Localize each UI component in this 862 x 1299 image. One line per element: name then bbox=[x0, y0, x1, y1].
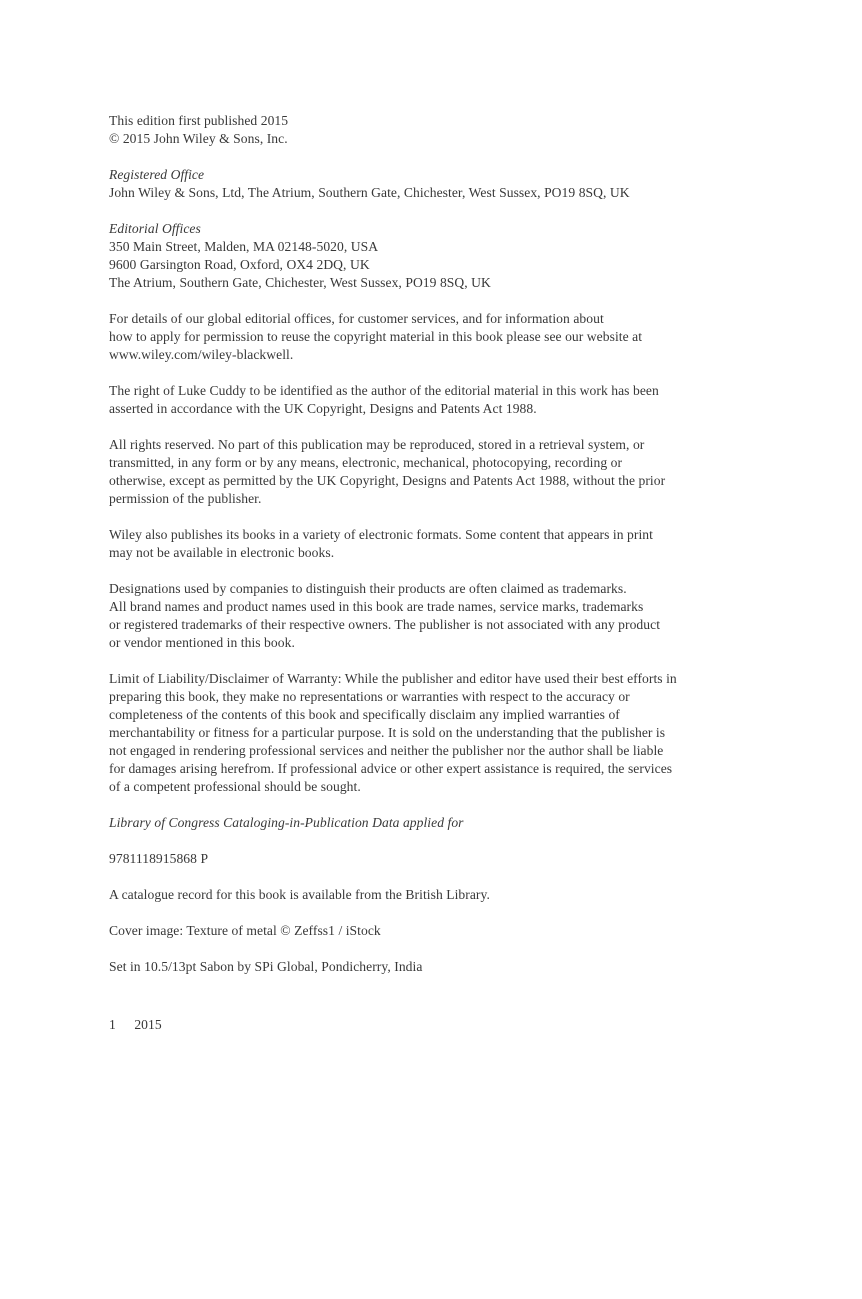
text-line: not engaged in rendering professional services and neither the publisher nor the author shall be liable bbox=[109, 743, 664, 758]
library-of-congress-text: Library of Congress Cataloging-in-Publication Data applied for bbox=[109, 815, 464, 830]
cover-credit-line bbox=[109, 922, 774, 940]
global-offices-note bbox=[109, 310, 774, 364]
library-of-congress-line bbox=[109, 814, 774, 832]
text-line: For details of our global editorial offices, for customer services, and for information about bbox=[109, 311, 604, 326]
trademarks-paragraph bbox=[109, 580, 774, 652]
impression-number: 1 bbox=[109, 1017, 116, 1032]
text-line: All brand names and product names used in this book are trade names, service marks, trademarks bbox=[109, 599, 644, 614]
text-line: Wiley also publishes its books in a variety of electronic formats. Some content that appears in print bbox=[109, 527, 653, 542]
british-library-line bbox=[109, 886, 774, 904]
text-line: completeness of the contents of this book and specifically disclaim any implied warranties of bbox=[109, 707, 620, 722]
british-library-text: A catalogue record for this book is available from the British Library. bbox=[109, 887, 490, 902]
text-line: or vendor mentioned in this book. bbox=[109, 635, 295, 650]
printing-impression-line bbox=[109, 1016, 774, 1034]
copyright-line: © 2015 John Wiley & Sons, Inc. bbox=[109, 131, 288, 146]
liability-disclaimer-paragraph bbox=[109, 670, 774, 796]
isbn-line bbox=[109, 850, 774, 868]
text-line: All rights reserved. No part of this publication may be reproduced, stored in a retrieval system, or bbox=[109, 437, 645, 452]
text-line: Designations used by companies to distinguish their products are often claimed as trademarks. bbox=[109, 581, 627, 596]
text-line: how to apply for permission to reuse the copyright material in this book please see our website at bbox=[109, 329, 643, 344]
text-line: of a competent professional should be sought. bbox=[109, 779, 361, 794]
text-line: asserted in accordance with the UK Copyright, Designs and Patents Act 1988. bbox=[109, 401, 537, 416]
impression-year: 2015 bbox=[134, 1017, 162, 1032]
edition-statement bbox=[109, 112, 774, 148]
text-line: preparing this book, they make no representations or warranties with respect to the accuracy or bbox=[109, 689, 630, 704]
text-line: otherwise, except as permitted by the UK Copyright, Designs and Patents Act 1988, without the prior bbox=[109, 473, 666, 488]
registered-office-address: John Wiley & Sons, Ltd, The Atrium, Southern Gate, Chichester, West Sussex, PO19 8SQ, UK bbox=[109, 185, 630, 200]
text-line: for damages arising herefrom. If professional advice or other expert assistance is required, the services bbox=[109, 761, 673, 776]
website-text: www.wiley.com/wiley-blackwell. bbox=[109, 347, 294, 362]
text-line: The right of Luke Cuddy to be identified as the author of the editorial material in this work has been bbox=[109, 383, 659, 398]
author-assertion bbox=[109, 382, 774, 418]
isbn-text: 9781118915868 P bbox=[109, 851, 209, 866]
text-line: transmitted, in any form or by any means, electronic, mechanical, photocopying, recording or bbox=[109, 455, 623, 470]
typesetting-line bbox=[109, 958, 774, 976]
editorial-office-address: 350 Main Street, Malden, MA 02148-5020, USA bbox=[109, 239, 379, 254]
rights-reserved-paragraph bbox=[109, 436, 774, 508]
typesetting-text: Set in 10.5/13pt Sabon by SPi Global, Pondicherry, India bbox=[109, 959, 423, 974]
editorial-offices-section bbox=[109, 220, 774, 292]
electronic-formats-note bbox=[109, 526, 774, 562]
editorial-office-address: 9600 Garsington Road, Oxford, OX4 2DQ, UK bbox=[109, 257, 370, 272]
cover-credit-text: Cover image: Texture of metal © Zeffss1 / iStock bbox=[109, 923, 381, 938]
text-line: may not be available in electronic books. bbox=[109, 545, 335, 560]
text-line: or registered trademarks of their respective owners. The publisher is not associated with any product bbox=[109, 617, 661, 632]
text-line: permission of the publisher. bbox=[109, 491, 262, 506]
registered-office-section bbox=[109, 166, 774, 202]
editorial-offices-heading: Editorial Offices bbox=[109, 221, 201, 236]
text-line: merchantability or fitness for a particular purpose. It is sold on the understanding that the publisher is bbox=[109, 725, 666, 740]
edition-line: This edition first published 2015 bbox=[109, 113, 289, 128]
text-line: Limit of Liability/Disclaimer of Warranty: While the publisher and editor have used their best efforts in bbox=[109, 671, 677, 686]
editorial-office-address: The Atrium, Southern Gate, Chichester, West Sussex, PO19 8SQ, UK bbox=[109, 275, 491, 290]
registered-office-heading: Registered Office bbox=[109, 167, 205, 182]
imprint-content bbox=[109, 112, 774, 1052]
